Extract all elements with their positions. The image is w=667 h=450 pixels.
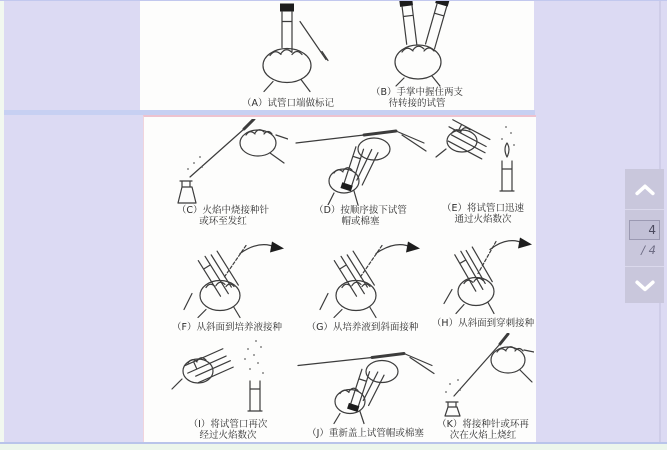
page-total-label: / 4 — [641, 242, 656, 257]
figure-cell-b — [352, 1, 482, 109]
figure-cell-c — [158, 119, 288, 227]
figure-d-illustration — [292, 119, 429, 205]
figure-cell-d — [292, 119, 429, 227]
figure-e-caption-line1: （E）将试管口迅速 — [441, 203, 524, 214]
figure-b-caption-line2: 待转接的试管 — [388, 98, 446, 109]
figure-i-caption-line1: （I）将试管口再次 — [188, 419, 268, 430]
figure-g-illustration — [296, 229, 429, 322]
figure-i-caption-line2: 经过火焰数次 — [199, 430, 257, 441]
figure-j-caption-line1: （J）重新盖上试管帽或棉塞 — [307, 428, 424, 439]
figure-cell-h — [432, 227, 534, 329]
figure-h-caption — [432, 318, 534, 329]
scanned-page-top-fragment — [140, 1, 534, 110]
figure-d-caption-line2: 帽或棉塞 — [341, 216, 380, 227]
left-edge-strip — [0, 1, 4, 444]
figure-g-caption — [307, 322, 419, 333]
footer-strip — [0, 444, 667, 450]
figure-c-caption-line1: （C）火焰中烧接种针 — [176, 205, 270, 216]
figure-a-illustration — [218, 1, 358, 98]
figure-i-illustration — [166, 335, 290, 419]
figure-d-caption — [314, 205, 407, 227]
figure-k-caption-line2: 次在火焰上烧红 — [449, 430, 517, 441]
figure-k-caption — [437, 419, 529, 441]
figure-cell-i — [166, 335, 290, 441]
figure-i-caption — [189, 419, 268, 441]
figure-j-caption — [307, 428, 424, 439]
figure-f-illustration — [162, 229, 292, 322]
figure-a-caption — [242, 98, 334, 109]
figure-cell-a — [218, 1, 358, 109]
figure-j-illustration — [292, 339, 439, 428]
figure-e-caption — [442, 203, 524, 225]
figure-c-illustration — [158, 119, 288, 205]
figure-b-illustration — [352, 1, 482, 87]
figure-cell-g — [296, 229, 429, 333]
figure-a-caption-line1: （A）试管口端做标记 — [242, 98, 334, 109]
scanned-page-main — [143, 115, 536, 443]
page-navigation — [625, 169, 664, 303]
figure-f-caption — [172, 322, 282, 333]
figure-g-caption-line1: （G）从培养液到斜面接种 — [306, 322, 419, 333]
page-down-button[interactable] — [625, 266, 664, 303]
figure-b-caption — [371, 87, 463, 109]
figure-h-caption-line1: （H）从斜面到穿刺接种 — [431, 318, 535, 329]
figure-c-caption — [177, 205, 269, 227]
figure-cell-f — [162, 229, 292, 333]
figure-e-illustration — [432, 119, 534, 203]
figure-cell-k — [432, 333, 534, 441]
page-indicator — [625, 209, 664, 266]
figure-b-caption-line1: （B）手掌中握住两支 — [370, 87, 464, 98]
figure-d-caption-line1: （D）按顺序拔下试管 — [314, 205, 407, 216]
figure-h-illustration — [432, 227, 534, 318]
chevron-down-icon — [632, 278, 658, 293]
figure-cell-e — [432, 119, 534, 225]
chevron-up-icon — [632, 182, 658, 197]
figure-cell-j — [292, 339, 439, 439]
figure-k-illustration — [432, 333, 534, 419]
page-number-input[interactable] — [629, 220, 660, 240]
figure-c-caption-line2: 或环至发红 — [199, 216, 247, 227]
page-up-button[interactable] — [625, 169, 664, 209]
figure-k-caption-line1: （K）将接种针或环再 — [437, 419, 529, 430]
figure-e-caption-line2: 通过火焰数次 — [454, 214, 512, 225]
figure-f-caption-line1: （F）从斜面到培养液接种 — [172, 322, 282, 333]
